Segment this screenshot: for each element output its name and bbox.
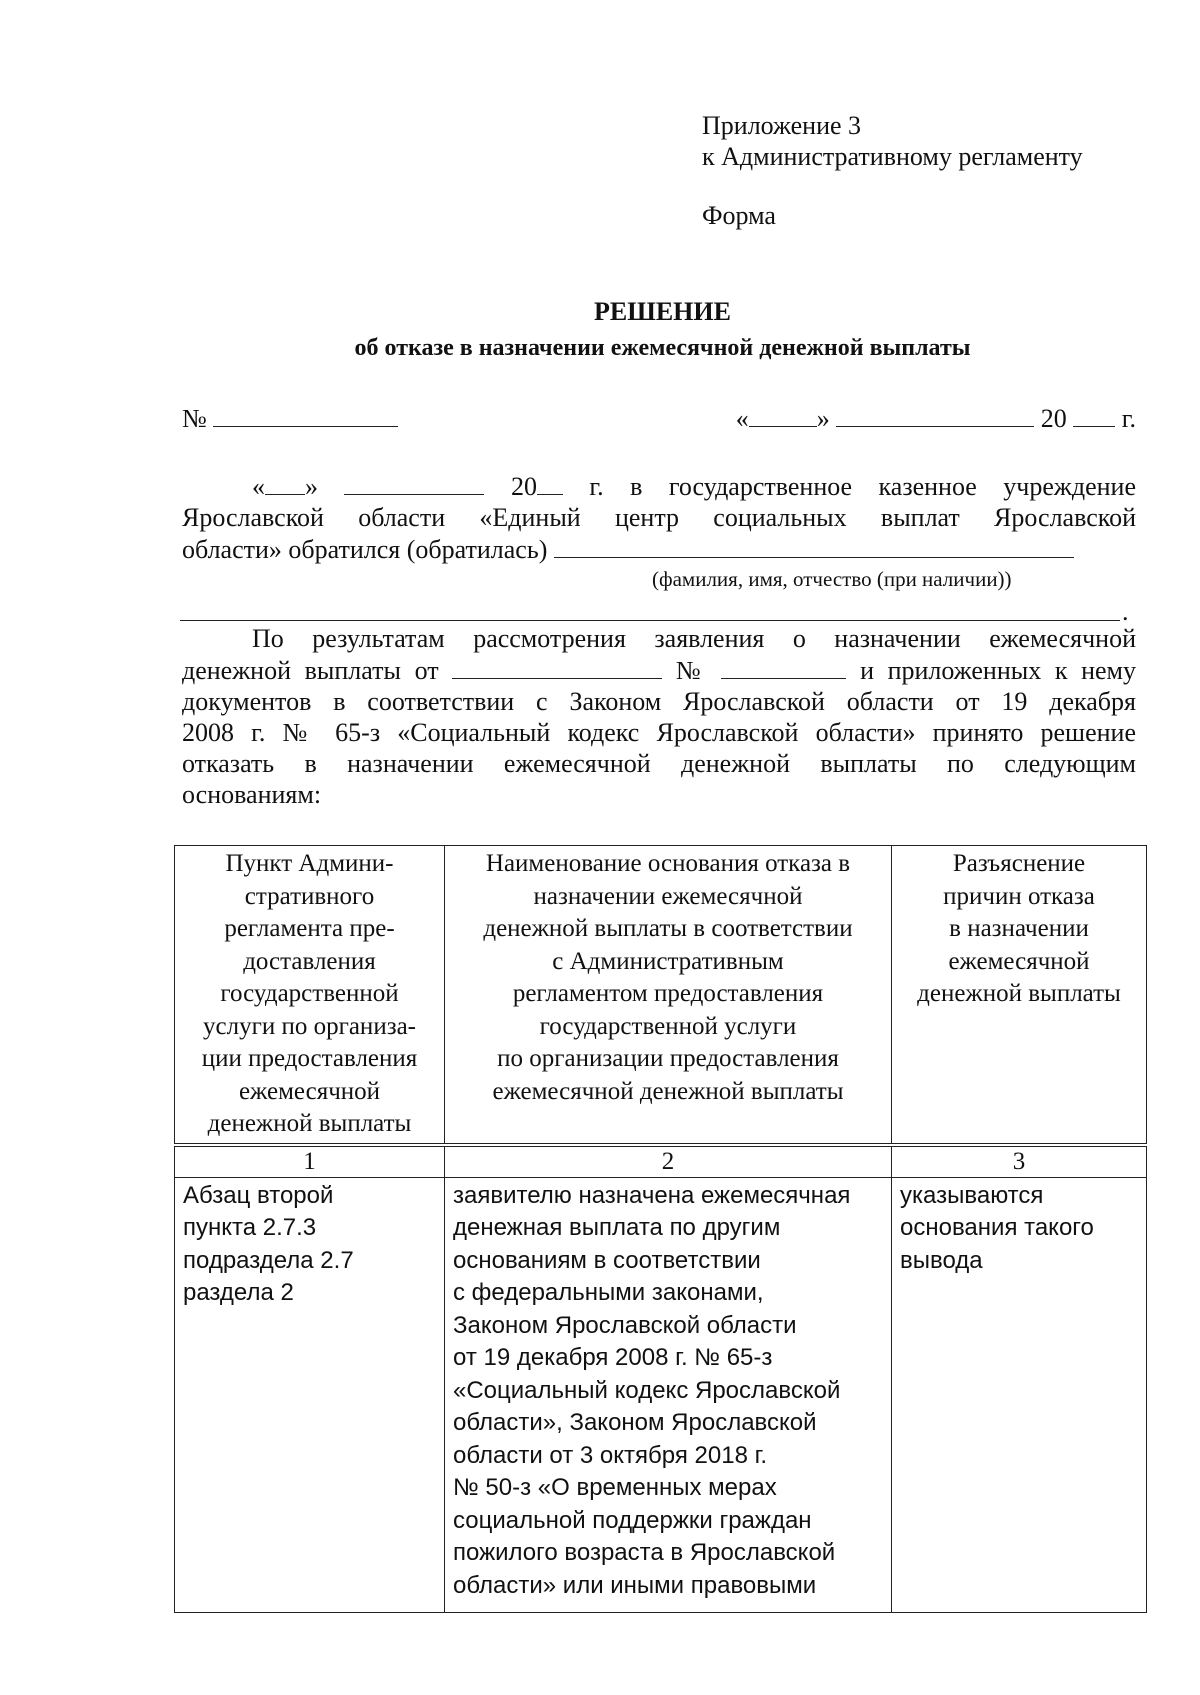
appendix-line-2: к Административному регламенту (702, 142, 1083, 171)
cell-text-line: денежной выплаты (207, 1110, 412, 1137)
cell-text-line: заявителю назначена ежемесячная (453, 1181, 851, 1209)
cell-text-line: регламента пре- (224, 915, 395, 942)
decision-from: денежной выплаты от (182, 656, 439, 685)
cell-text-line: ежемесячной денежной выплаты (492, 1077, 844, 1105)
cell-text-line: с Административным (552, 947, 784, 975)
appeal-line-3-text: области» обратился (обратилась) (182, 535, 548, 564)
cell-text-line: ции предоставления (201, 1045, 418, 1072)
column-number: 2 (445, 1145, 892, 1178)
paragraph-decision (182, 623, 1136, 810)
table-number-row (175, 1145, 1147, 1178)
year-blank (1073, 402, 1115, 427)
year-suffix: г. (1121, 404, 1136, 433)
header-cell-clause (175, 846, 445, 1145)
cell-text-line: регламентом предоставления (512, 980, 824, 1007)
cell-text-line: назначении ежемесячной (533, 882, 803, 910)
cell-text-line: стративного (244, 882, 375, 910)
appeal-line-2: Ярославской области «Единый центр социальных выплат Ярославской (182, 503, 1136, 532)
cell-text-line: пункта 2.7.3 (183, 1214, 317, 1241)
cell-text-line: по организации предоставления (497, 1045, 839, 1072)
cell-text-line: государственной услуги (539, 1012, 797, 1040)
decision-line-6: основаниям: (182, 780, 322, 809)
decision-line-5: отказать в назначении ежемесячной денежной выплаты по следующим (182, 749, 1136, 778)
cell-text-line: Наименование основания отказа в (485, 850, 851, 877)
decision-line-1: По результатам рассмотрения заявления о назначении ежемесячной (252, 624, 1136, 653)
cell-text-line: Пункт Админи- (225, 850, 394, 877)
month-blank (836, 402, 1034, 427)
document-title: РЕШЕНИЕ (594, 297, 731, 326)
form-label: Форма (702, 201, 776, 230)
cell-text-line: основания такого (900, 1214, 1094, 1241)
cell-text-line: области» или иными правовыми (453, 1571, 817, 1599)
day-blank (749, 402, 817, 427)
date-field (736, 402, 1136, 434)
cell-text-line: причин отказа (943, 882, 1095, 910)
decision-line-2 (182, 654, 1136, 686)
cell-text-line: области от 3 октября 2018 г. (453, 1441, 768, 1469)
column-number: 3 (892, 1145, 1147, 1178)
decision-line-3: документов в соответствии с Законом Ярославской области от 19 декабря (182, 687, 1136, 716)
appendix-note (702, 110, 1172, 172)
cell-text-line: раздела 2 (183, 1279, 294, 1306)
number-blank (213, 402, 398, 427)
application-date-blank (452, 654, 662, 679)
applicant-name-blank (554, 533, 1074, 558)
appeal-quote-close: » (305, 472, 318, 501)
cell-text-line: услуги по организа- (203, 1012, 416, 1040)
cell-text-line: в назначении (949, 915, 1089, 942)
name-hint: (фамилия, имя, отчество (при наличии)) (652, 567, 1012, 591)
cell-text-line: № 50-з «О временных мерах (453, 1474, 777, 1501)
cell-text-line: Абзац второй (183, 1181, 334, 1209)
year-prefix: 20 (1040, 404, 1067, 433)
cell-text-line: денежная выплата по другим (453, 1214, 781, 1241)
decision-no: № (675, 656, 708, 685)
date-quote-open: « (735, 404, 749, 433)
decision-line-4: 2008 г. № 65-з «Социальный кодекс Ярославской области» принято решение (182, 718, 1136, 747)
cell-text-line: ежемесячной (238, 1077, 381, 1105)
column-number: 1 (175, 1145, 445, 1178)
appeal-year-blank (537, 470, 563, 495)
appeal-line-1 (182, 470, 1136, 502)
appeal-month-blank (344, 470, 484, 495)
cell-text-line: социальной поддержки граждан (453, 1506, 812, 1534)
table-row (175, 1177, 1147, 1612)
cell-text-line: вывода (900, 1246, 983, 1274)
document-subtitle: об отказе в назначении ежемесячной денежной выплаты (354, 335, 971, 361)
appeal-line-3 (182, 533, 1136, 565)
appeal-quote-open: « (252, 472, 265, 501)
date-quote-close: » (816, 404, 830, 433)
number-field (182, 402, 398, 434)
cell-text-line: Разъяснение (952, 850, 1086, 877)
refusal-grounds-table (174, 845, 1147, 1613)
cell-text-line: Законом Ярославской области (453, 1311, 797, 1339)
cell-text-line: подраздела 2.7 (183, 1246, 354, 1274)
application-number-blank (721, 654, 846, 679)
row-explanation-cell (892, 1177, 1147, 1612)
cell-text-line: денежной выплаты (917, 980, 1121, 1007)
table-header-row (175, 846, 1147, 1145)
cell-text-line: с федеральными законами, (453, 1279, 764, 1306)
cell-text-line: основаниям в соответствии (453, 1246, 761, 1274)
cell-text-line: от 19 декабря 2008 г. № 65-з (453, 1344, 773, 1371)
cell-text-line: области», Законом Ярославской (453, 1409, 817, 1436)
appendix-line-1: Приложение 3 (702, 111, 862, 140)
cell-text-line: указываются (900, 1181, 1044, 1209)
cell-text-line: ежемесячной (948, 947, 1090, 975)
header-cell-explanation (892, 846, 1147, 1145)
applicant-name-continuation (180, 590, 1120, 621)
number-prefix: № (182, 404, 207, 433)
cell-text-line: государственной (220, 980, 399, 1007)
decision-line-2-end: и приложенных к нему (860, 656, 1136, 685)
row-ground-cell (445, 1177, 892, 1612)
paragraph-appeal (182, 470, 1136, 565)
appeal-year: 20 (510, 472, 537, 501)
header-cell-ground (445, 846, 892, 1145)
cell-text-line: денежной выплаты в соответствии (483, 915, 853, 942)
row-clause-cell (175, 1177, 445, 1612)
appeal-day-blank (265, 470, 305, 495)
cell-text-line: пожилого возраста в Ярославской (453, 1539, 836, 1566)
cell-text-line: доставления (243, 947, 376, 975)
appeal-line-1-rest: г. в государственное казенное учреждение (589, 472, 1137, 501)
cell-text-line: «Социальный кодекс Ярославской (453, 1376, 841, 1404)
end-dot: . (1122, 597, 1129, 626)
